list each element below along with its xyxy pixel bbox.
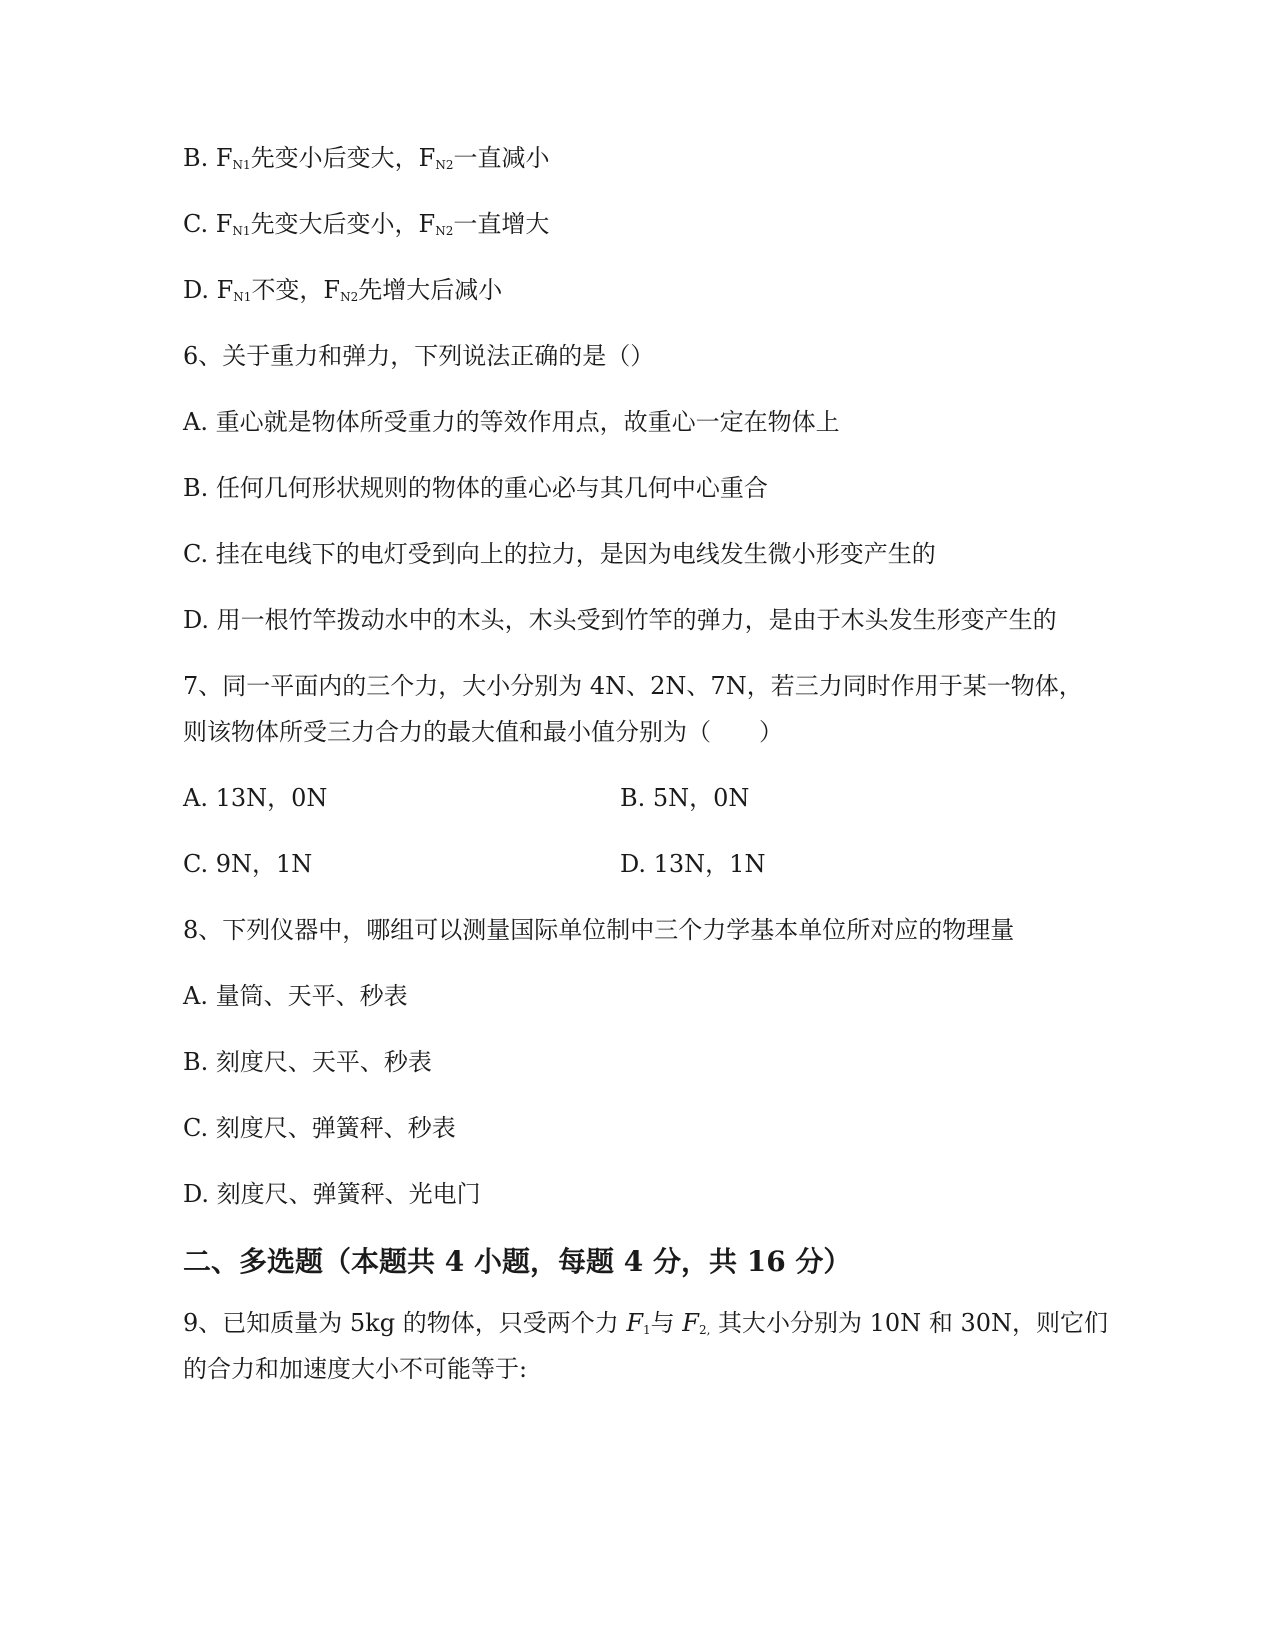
q6-option-a: A. 重心就是物体所受重力的等效作用点，故重心一定在物体上 <box>183 408 840 436</box>
section2-title: 二、多选题（本题共 4 小题，每题 4 分，共 16 分） <box>183 1245 852 1278</box>
q9-f1-symbol: F <box>626 1309 643 1337</box>
q9-f2-symbol: F <box>682 1309 699 1337</box>
q5-option-b-prefix: B. F <box>183 144 233 172</box>
q5-option-c-prefix: C. F <box>183 210 233 238</box>
q9-stem-line1 <box>183 1307 1108 1339</box>
q8-option-d: D. 刻度尺、弹簧秤、光电门 <box>183 1180 481 1208</box>
q9-part2: 与 <box>650 1309 683 1337</box>
q5-option-b <box>183 142 549 174</box>
q7-option-d: D. 13N，1N <box>620 850 766 878</box>
q9-f2-subscript: 2, <box>698 1323 711 1337</box>
q9-f1-subscript: 1 <box>643 1323 651 1337</box>
q5-option-c <box>183 208 549 240</box>
q5-option-b-sub1: N1 <box>232 158 251 172</box>
q6-stem: 6、关于重力和弹力，下列说法正确的是（） <box>183 342 655 370</box>
q5-option-d-prefix: D. F <box>183 276 234 304</box>
q5-option-d-sub2: N2 <box>340 290 359 304</box>
q5-option-c-mid: 先变大后变小，F <box>250 210 436 238</box>
q5-option-c-sub1: N1 <box>232 224 251 238</box>
q8-option-c: C. 刻度尺、弹簧秤、秒表 <box>183 1114 456 1142</box>
q6-option-b: B. 任何几何形状规则的物体的重心必与其几何中心重合 <box>183 474 768 502</box>
q5-option-d-mid: 不变，F <box>251 276 341 304</box>
q9-part3: 其大小分别为 10N 和 30N，则它们 <box>710 1309 1108 1337</box>
q7-options-row1 <box>183 782 750 814</box>
q7-stem-line2: 则该物体所受三力合力的最大值和最小值分别为（ ） <box>183 718 783 746</box>
q7-stem-line1: 7、同一平面内的三个力，大小分别为 4N、2N、7N，若三力同时作用于某一物体， <box>183 672 1083 700</box>
q5-option-d <box>183 274 502 306</box>
q5-option-b-mid: 先变小后变大，F <box>250 144 436 172</box>
q9-part1: 9、已知质量为 5kg 的物体，只受两个力 <box>183 1309 627 1337</box>
q5-option-c-suffix: 一直增大 <box>453 210 550 238</box>
q5-option-b-sub2: N2 <box>435 158 454 172</box>
q5-option-b-suffix: 一直减小 <box>453 144 550 172</box>
q5-option-c-sub2: N2 <box>435 224 454 238</box>
q5-option-d-suffix: 先增大后减小 <box>358 276 503 304</box>
q7-option-c: C. 9N，1N <box>183 850 313 878</box>
q5-option-d-sub1: N1 <box>233 290 252 304</box>
q8-stem: 8、下列仪器中，哪组可以测量国际单位制中三个力学基本单位所对应的物理量 <box>183 916 1015 944</box>
q8-option-a: A. 量筒、天平、秒表 <box>183 982 408 1010</box>
q9-stem-line2: 的合力和加速度大小不可能等于: <box>183 1355 528 1383</box>
q8-option-b: B. 刻度尺、天平、秒表 <box>183 1048 432 1076</box>
q7-option-a: A. 13N，0N <box>183 784 328 812</box>
q6-option-c: C. 挂在电线下的电灯受到向上的拉力，是因为电线发生微小形变产生的 <box>183 540 936 568</box>
q7-options-row2 <box>183 848 766 880</box>
q6-option-d: D. 用一根竹竿拨动水中的木头，木头受到竹竿的弹力，是由于木头发生形变产生的 <box>183 606 1057 634</box>
q7-option-b: B. 5N，0N <box>620 784 750 812</box>
